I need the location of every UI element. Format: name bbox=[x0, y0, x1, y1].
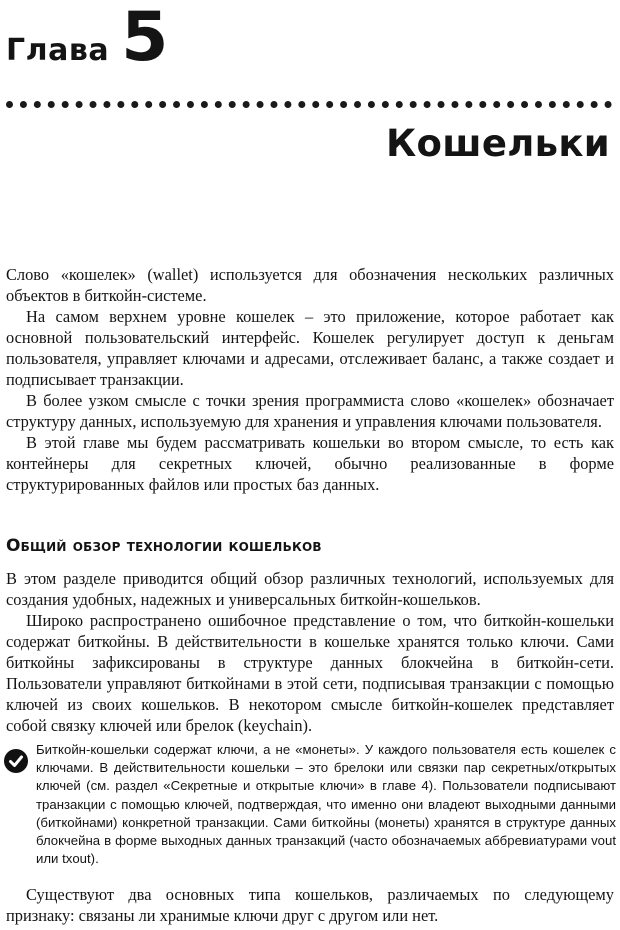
chapter-number: 5 bbox=[121, 0, 169, 77]
section-heading: Общий обзор технологии кошельков bbox=[6, 536, 322, 556]
paragraph: Существуют два основных типа кошельков, различаемых по следующему признаку: связаны ли хранимые ключи друг с другом или нет. bbox=[6, 885, 614, 925]
dotted-divider bbox=[6, 101, 612, 108]
paragraph: В этой главе мы будем рассматривать кошельки во втором смысле, то есть как контейнеры для секретных ключей, обычно реализованные в форме структурированных файлов или простых баз данных. bbox=[6, 433, 614, 494]
intro-text bbox=[6, 264, 614, 495]
note-text: Биткойн-кошельки содержат ключи, а не «монеты». У каждого пользователя есть кошелек с ключами. В действительности кошельки – это брелоки или связки пар секретных/открытых ключей (см. раздел «Секретные и открытые ключи» в главе 4). Пользователи подписывают транзакции с помощью ключей, подтверждая, что именно они владеют выходными данными (биткойнами) конкретной транзакции. Сами биткойны (монеты) хранятся в структуре данных блокчейна в форме выходных данных транзакций (часто обозначаемых аббревиатурами vout или txout). bbox=[36, 742, 616, 867]
check-circle-icon bbox=[4, 749, 28, 773]
paragraph: Слово «кошелек» (wallet) используется для обозначения нескольких различных объектов в биткойн-системе. bbox=[6, 265, 614, 305]
chapter-title: Кошельки bbox=[386, 122, 610, 165]
closing-text bbox=[6, 884, 614, 926]
chapter-word: Глава bbox=[6, 33, 110, 68]
paragraph: В этом разделе приводится общий обзор различных технологий, используемых для создания удобных, надежных и универсальных биткойн-кошельков. bbox=[6, 569, 614, 609]
section-text bbox=[6, 568, 614, 736]
paragraph: В более узком смысле с точки зрения программиста слово «кошелек» обозначает структуру данных, используемую для хранения и управления ключами пользователя. bbox=[6, 391, 614, 431]
paragraph: Широко распространено ошибочное представление о том, что биткойн-кошельки содержат биткойны. В действительности в кошельке хранятся только ключи. Сами биткойны зафиксированы в структуре данных блокчейна в биткойн-сети. Пользователи управляют биткойнами в этой сети, подписывая транзакции с помощью ключей из своих кошельков. В некотором смысле биткойн-кошелек представляет собой связку ключей или брелок (keychain). bbox=[6, 611, 614, 735]
note-box bbox=[2, 741, 614, 868]
chapter-label bbox=[6, 0, 169, 77]
paragraph: На самом верхнем уровне кошелек – это приложение, которое работает как основной пользовательский интерфейс. Кошелек регулирует доступ к деньгам пользователя, управляет ключами и адресами, отслеживает баланс, а также создает и подписывает транзакции. bbox=[6, 307, 614, 389]
